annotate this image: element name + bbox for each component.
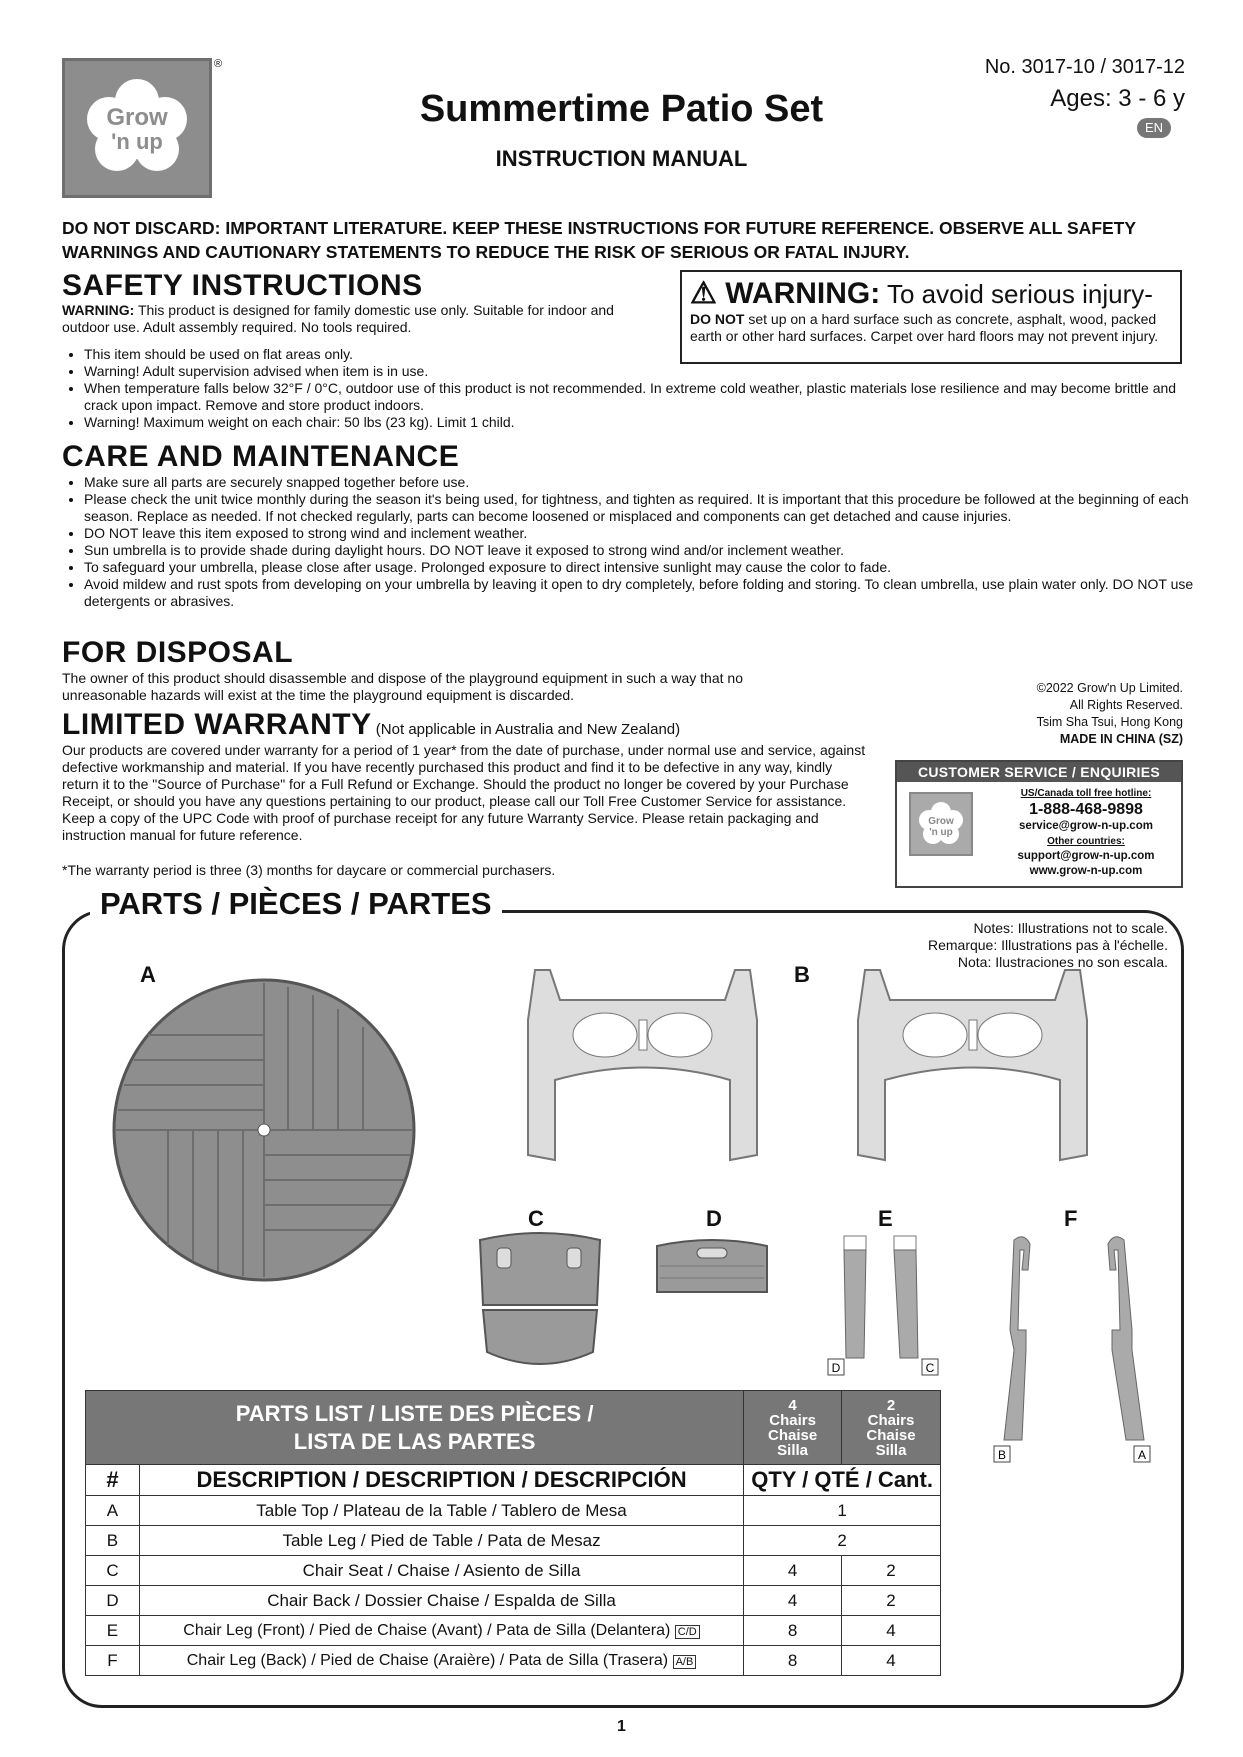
header-quantity: QTY / QTÉ / Cant. bbox=[744, 1465, 941, 1496]
list-item: • DO NOT leave this item exposed to strong wind and inclement weather. bbox=[84, 525, 1204, 542]
age-range: Ages: 3 - 6 y bbox=[1050, 85, 1185, 112]
care-list bbox=[62, 474, 1204, 610]
part-label-e: E bbox=[878, 1206, 893, 1231]
svg-text:C: C bbox=[925, 1361, 935, 1375]
list-item: • Please check the unit twice monthly during the season it's being used, for tightness, and tighten as required. It is important that this procedure be followed at the beginning of each season. Replace as needed. If not checked regularly, parts can become loosened or misplaced and components can get detached and cause injuries. bbox=[84, 491, 1204, 525]
svg-text:D: D bbox=[831, 1361, 841, 1375]
safety-warning: WARNING: This product is designed for family domestic use only. Suitable for indoor and outdoor use. Adult assembly required. No tools required. bbox=[62, 302, 614, 335]
list-item: • Avoid mildew and rust spots from developing on your umbrella by leaving it open to dry completely, before folding and storing. To clean umbrella, use plain water only. DO NOT use detergents or abrasives. bbox=[84, 576, 1204, 610]
list-item: • Make sure all parts are securely snapped together before use. bbox=[84, 474, 1204, 491]
flower-logo-icon bbox=[911, 794, 971, 854]
table-row: D Chair Back / Dossier Chaise / Espalda de Silla 4 2 bbox=[86, 1586, 941, 1616]
part-label-d: D bbox=[706, 1206, 722, 1231]
two-chairs-header: 2 Chairs Chaise Silla bbox=[842, 1391, 941, 1465]
list-item: • When temperature falls below 32°F / 0°C, outdoor use of this product is not recommended. In extreme cold weather, plastic materials lose resilience and may become brittle and crack upon impact. Remove and store product indoors. bbox=[84, 380, 1204, 414]
phone-number[interactable]: 1-888-468-9898 bbox=[1029, 801, 1143, 818]
page-title: Summertime Patio Set bbox=[419, 88, 824, 130]
warning-text: DO NOT set up on a hard surface such as concrete, asphalt, wood, packed earth or other hard surfaces. Carpet over hard floors may not prevent injury. bbox=[690, 311, 1159, 344]
website-link[interactable]: www.grow-n-up.com bbox=[1029, 865, 1143, 877]
warranty-footnote: *The warranty period is three (3) months for daycare or commercial purchasers. bbox=[62, 862, 556, 878]
warning-box bbox=[680, 270, 1182, 364]
table-row: A Table Top / Plateau de la Table / Tablero de Mesa 1 bbox=[86, 1496, 941, 1526]
warranty-heading: LIMITED WARRANTY (Not applicable in Australia and New Zealand) bbox=[62, 708, 681, 741]
front-leg-illustration bbox=[826, 1228, 946, 1378]
four-chairs-header: 4 Chairs Chaise Silla bbox=[744, 1391, 842, 1465]
svg-text:B: B bbox=[997, 1448, 1007, 1462]
back-leg-illustration bbox=[992, 1230, 1172, 1470]
safety-heading: SAFETY INSTRUCTIONS bbox=[62, 269, 423, 302]
svg-text:A: A bbox=[1137, 1448, 1147, 1462]
page-subtitle: INSTRUCTION MANUAL bbox=[495, 146, 748, 171]
table-row: C Chair Seat / Chaise / Asiento de Silla 4 2 bbox=[86, 1556, 941, 1586]
safety-section bbox=[62, 270, 662, 336]
list-item: • To safeguard your umbrella, please close after usage. Prolonged exposure to direct intensive sunlight may cause the color to fade. bbox=[84, 559, 1204, 576]
table-leg-illustration bbox=[825, 960, 1125, 1170]
list-item: • Warning! Adult supervision advised when item is in use. bbox=[84, 363, 1204, 380]
table-leg-illustration bbox=[495, 960, 795, 1170]
part-label-b: B bbox=[794, 962, 810, 987]
table-row: B Table Leg / Pied de Table / Pata de Mesaz 2 bbox=[86, 1526, 941, 1556]
svg-text:Grow: Grow bbox=[928, 816, 954, 827]
warranty-text: Our products are covered under warranty for a period of 1 year* from the date of purchase, under normal use and service, against defective workmanship and material. If you have recently purchased this product and find it to be defective in any way, kindly return it to the "Source of Purchase" for a Full Refund or Exchange. Should the product no longer be covered by your Purchase Receipt, or should you have any questions pertaining to our product, please call our Toll Free Customer Service for assistance. Keep a copy of the UPC Code with proof of purchase receipt for any future Warranty Service. Please retain packaging and instruction manual for future reference. bbox=[62, 742, 866, 843]
registered-mark: ® bbox=[214, 58, 223, 70]
part-label-c: C bbox=[528, 1206, 544, 1231]
service-email[interactable]: service@grow-n-up.com bbox=[1019, 820, 1153, 832]
chair-seat-illustration bbox=[475, 1230, 605, 1372]
page-number: 1 bbox=[617, 1718, 626, 1735]
part-label-a: A bbox=[140, 962, 156, 987]
grow-n-up-small-logo bbox=[909, 792, 973, 856]
svg-text:'n up: 'n up bbox=[111, 129, 163, 154]
table-row: E Chair Leg (Front) / Pied de Chaise (Avant) / Pata de Silla (Delantera) C/D 8 4 bbox=[86, 1616, 941, 1646]
customer-service-info: US/Canada toll free hotline: 1-888-468-9898 service@grow-n-up.com Other countries: support@grow-n-up.com www.grow-n-up.com bbox=[997, 786, 1175, 879]
language-badge: EN bbox=[1137, 118, 1171, 138]
copyright-block: ©2022 Grow'n Up Limited. All Rights Reserved. Tsim Sha Tsui, Hong Kong MADE IN CHINA (SZ) bbox=[1036, 681, 1183, 746]
customer-service-box bbox=[895, 760, 1183, 888]
list-item: • This item should be used on flat areas only. bbox=[84, 346, 1204, 363]
disposal-heading: FOR DISPOSAL bbox=[62, 636, 294, 669]
product-number: No. 3017-10 / 3017-12 bbox=[984, 56, 1185, 78]
table-top-illustration bbox=[108, 975, 420, 1285]
header-number: # bbox=[86, 1465, 140, 1496]
list-item: • Sun umbrella is to provide shade during daylight hours. DO NOT leave it exposed to strong wind and/or inclement weather. bbox=[84, 542, 1204, 559]
svg-text:'n up: 'n up bbox=[929, 827, 953, 838]
parts-list-title: PARTS LIST / LISTE DES PIÈCES / LISTA DE LAS PARTES bbox=[86, 1391, 744, 1465]
parts-list-table bbox=[85, 1390, 941, 1676]
disposal-text: The owner of this product should disassemble and dispose of the playground equipment in such a way that no unreasonable hazards will exist at the time the playground equipment is discarded. bbox=[62, 670, 743, 703]
warning-triangle-icon: ⚠ bbox=[690, 277, 717, 310]
chair-back-illustration bbox=[652, 1236, 772, 1298]
table-row: F Chair Leg (Back) / Pied de Chaise (Araière) / Pata de Silla (Trasera) A/B 8 4 bbox=[86, 1646, 941, 1676]
header-description: DESCRIPTION / DESCRIPTION / DESCRIPCIÓN bbox=[139, 1465, 743, 1496]
part-label-f: F bbox=[1064, 1206, 1078, 1231]
care-heading: CARE AND MAINTENANCE bbox=[62, 440, 460, 473]
customer-service-title: CUSTOMER SERVICE / ENQUIRIES bbox=[897, 762, 1181, 782]
scale-notes: Notes: Illustrations not to scale. Remarque: Illustrations pas à l'échelle. Nota: Ilustraciones no son escala. bbox=[927, 920, 1168, 970]
svg-text:Grow: Grow bbox=[106, 104, 168, 131]
parts-heading: PARTS / PIÈCES / PARTES bbox=[90, 886, 502, 922]
discard-notice: DO NOT DISCARD: IMPORTANT LITERATURE. KEEP THESE INSTRUCTIONS FOR FUTURE REFERENCE. OBSERVE ALL SAFETY WARNINGS AND CAUTIONARY STATEMENTS TO REDUCE THE RISK OF SERIOUS OR FATAL INJURY. bbox=[62, 218, 1136, 262]
warning-heading: ⚠ WARNING: To avoid serious injury- bbox=[690, 277, 1153, 310]
support-email[interactable]: support@grow-n-up.com bbox=[1017, 850, 1155, 862]
list-item: • Warning! Maximum weight on each chair: 50 lbs (23 kg). Limit 1 child. bbox=[84, 414, 1204, 431]
